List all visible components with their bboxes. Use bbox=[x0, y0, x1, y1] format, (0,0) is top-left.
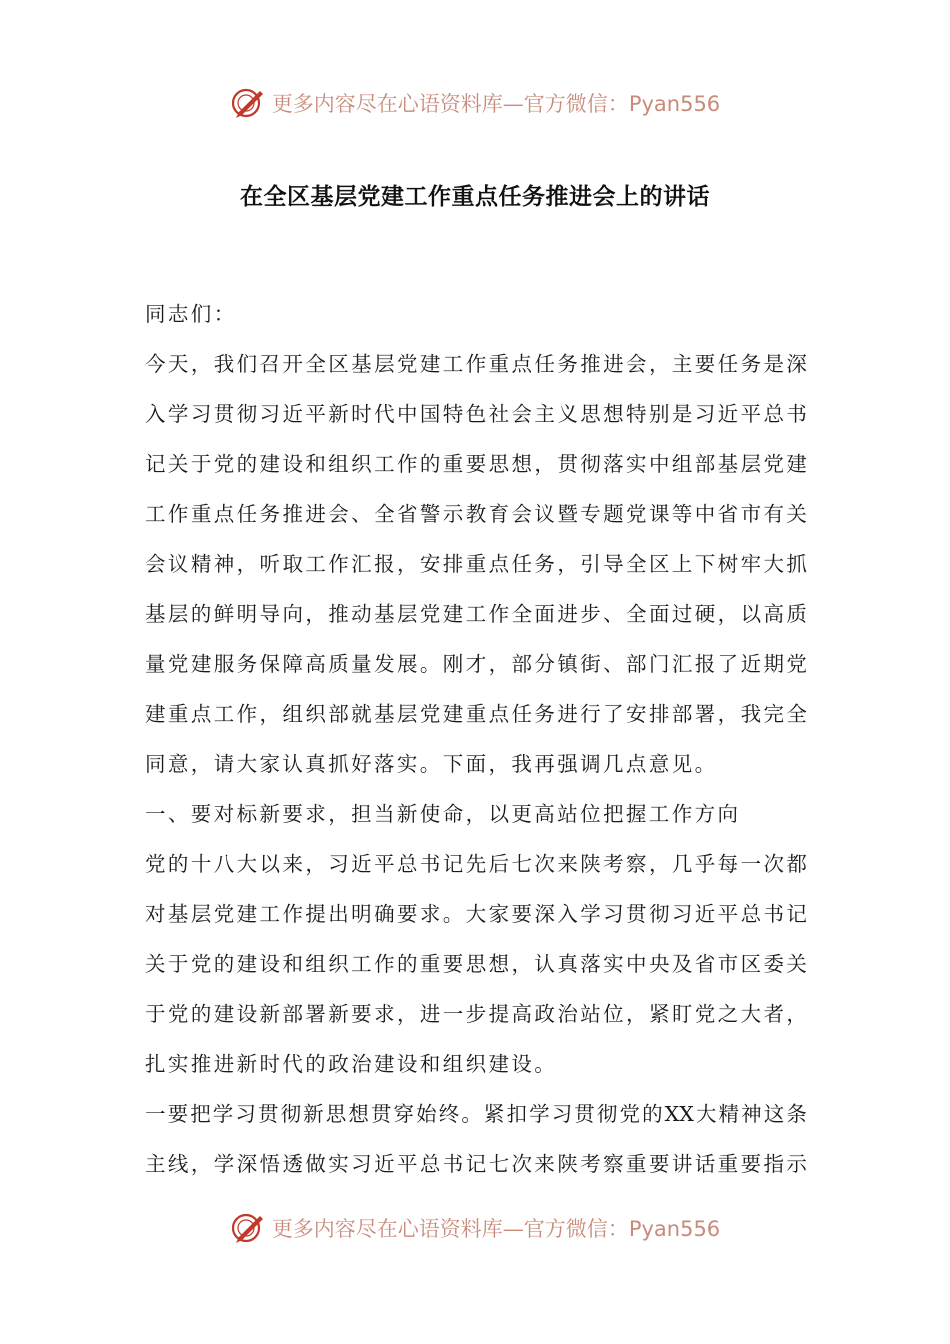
text-line: 建 重 点 工 作 ， 组 织 部 就 基 层 党 建 重 点 任 务 进 行 了 安 排 部 署 ， 我 完 全 bbox=[145, 702, 807, 726]
text-line: 一 要 把 学 习 贯 彻 新 思 想 贯 穿 始 终 。 紧 扣 学 习 贯 彻 党 的 XX 大 精 神 这 条 bbox=[145, 1102, 807, 1126]
watermark-text bbox=[272, 88, 720, 118]
text-line: 于 党 的 建 设 新 部 署 新 要 求 ， 进 一 步 提 高 政 治 站 位 ， 紧 盯 党 之 大 者 ， bbox=[145, 1002, 807, 1026]
text-line: 入 学 习 贯 彻 习 近 平 新 时 代 中 国 特 色 社 会 主 义 思 想 特 别 是 习 近 平 总 书 bbox=[145, 402, 807, 426]
pen-logo-icon bbox=[230, 85, 266, 121]
text-line: 关 于 党 的 建 设 和 组 织 工 作 的 重 要 思 想 ， 认 真 落 实 中 央 及 省 市 区 委 关 bbox=[145, 952, 807, 976]
text-line: 会 议 精 神 ， 听 取 工 作 汇 报 ， 安 排 重 点 任 务 ， 引 导 全 区 上 下 树 牢 大 抓 bbox=[145, 552, 807, 576]
text-line: 同意，请大家认真抓好落实。下面，我再强调几点意见。 bbox=[145, 752, 718, 776]
watermark-text bbox=[272, 1213, 720, 1243]
document-title: 在全区基层党建工作重点任务推进会上的讲话 bbox=[240, 184, 710, 210]
header-watermark bbox=[0, 83, 950, 123]
pen-logo-icon bbox=[230, 1210, 266, 1246]
text-line: 一、要对标新要求，担当新使命，以更高站位把握工作方向 bbox=[145, 802, 741, 826]
text-line: 党 的 十 八 大 以 来 ， 习 近 平 总 书 记 先 后 七 次 来 陕 考 察 ， 几 乎 每 一 次 都 bbox=[145, 852, 807, 876]
text-line: 主 线 ， 学 深 悟 透 做 实 习 近 平 总 书 记 七 次 来 陕 考 察 重 要 讲 话 重 要 指 示 bbox=[145, 1152, 807, 1176]
text-line: 今 天 ， 我 们 召 开 全 区 基 层 党 建 工 作 重 点 任 务 推 进 会 ， 主 要 任 务 是 深 bbox=[145, 352, 807, 376]
watermark-wechat-id: Pyan556 bbox=[628, 1217, 721, 1241]
text-line: 扎实推进新时代的政治建设和组织建设。 bbox=[145, 1052, 558, 1076]
footer-watermark bbox=[0, 1208, 950, 1248]
text-line: 同志们： bbox=[145, 302, 237, 326]
document-body bbox=[145, 289, 807, 1189]
text-line: 基 层 的 鲜 明 导 向 ， 推 动 基 层 党 建 工 作 全 面 进 步 、 全 面 过 硬 ， 以 高 质 bbox=[145, 602, 807, 626]
watermark-text-cn: 更多内容尽在心语资料库—官方微信： bbox=[271, 92, 629, 116]
text-line: 工 作 重 点 任 务 推 进 会 、 全 省 警 示 教 育 会 议 暨 专 题 党 课 等 中 省 市 有 关 bbox=[145, 502, 807, 526]
watermark-text-cn: 更多内容尽在心语资料库—官方微信： bbox=[271, 1217, 629, 1241]
watermark-wechat-id: Pyan556 bbox=[628, 92, 721, 116]
text-line: 记 关 于 党 的 建 设 和 组 织 工 作 的 重 要 思 想 ， 贯 彻 落 实 中 组 部 基 层 党 建 bbox=[145, 452, 807, 476]
text-line: 对 基 层 党 建 工 作 提 出 明 确 要 求 。 大 家 要 深 入 学 习 贯 彻 习 近 平 总 书 记 bbox=[145, 902, 807, 926]
text-line: 量 党 建 服 务 保 障 高 质 量 发 展 。 刚 才 ， 部 分 镇 街 、 部 门 汇 报 了 近 期 党 bbox=[145, 652, 807, 676]
